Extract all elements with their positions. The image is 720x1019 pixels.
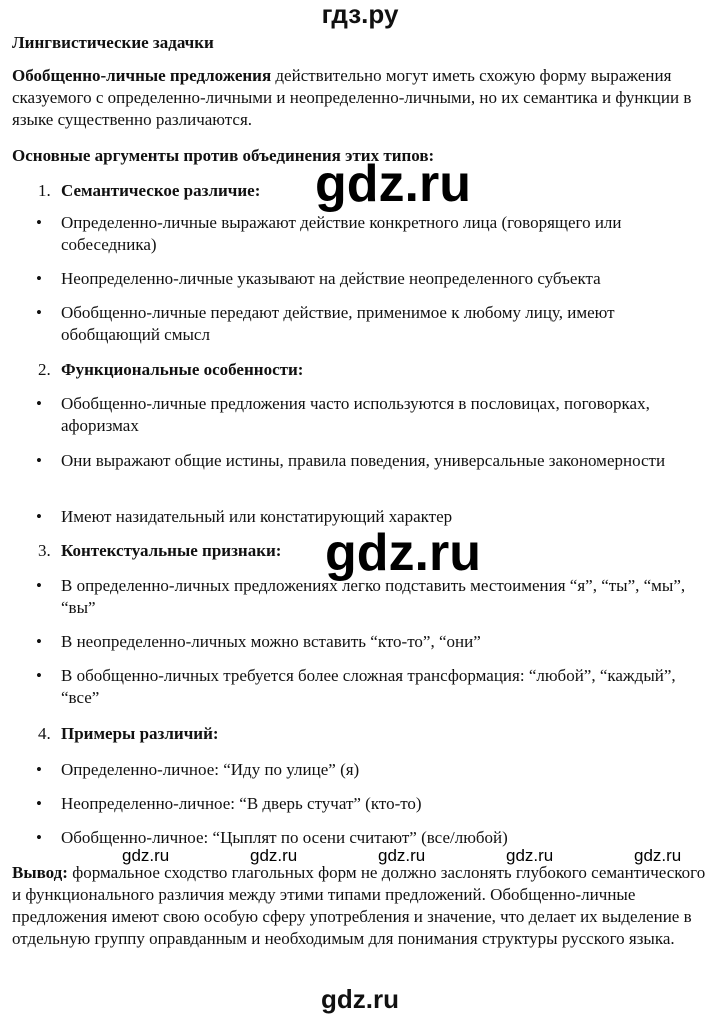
bullet-icon: • bbox=[36, 666, 42, 685]
intro-bold: Обобщенно-личные предложения bbox=[12, 66, 272, 85]
watermark-small: gdz.ru bbox=[250, 846, 298, 865]
intro-text: действительно могут иметь схожую форму выражения сказуемого с определенно-личными и неопределенно-личными, но их семантика и функции в языке существенно различаются. bbox=[12, 66, 692, 129]
bullet-icon: • bbox=[36, 303, 42, 322]
bullet-icon: • bbox=[36, 828, 42, 847]
list-item-text: Обобщенно-личные передают действие, применимое к любому лицу, имеют обобщающий смысл bbox=[61, 303, 615, 344]
list-item-text: Определенно-личные выражают действие конкретного лица (говорящего или собеседника) bbox=[61, 213, 622, 254]
conclusion-bold: Вывод: bbox=[12, 863, 68, 882]
watermark-small: gdz.ru bbox=[378, 846, 426, 865]
site-header: гдз.ру bbox=[321, 0, 399, 29]
site-footer: gdz.ru bbox=[321, 984, 399, 1014]
list-item-text: Неопределенно-личное: “В дверь стучат” (кто-то) bbox=[61, 794, 422, 813]
watermark-small: gdz.ru bbox=[122, 846, 170, 865]
list-item-text: Они выражают общие истины, правила поведения, универсальные закономерности bbox=[61, 451, 666, 470]
watermark-big: gdz.ru bbox=[325, 524, 481, 582]
intro-paragraph bbox=[12, 65, 712, 131]
section-number: 2. bbox=[38, 360, 51, 379]
list-item-text: Имеют назидательный или констатирующий характер bbox=[61, 507, 453, 526]
section-title: Функциональные особенности: bbox=[61, 360, 304, 379]
bullet-icon: • bbox=[36, 794, 42, 813]
list-item-text: Неопределенно-личные указывают на действие неопределенного субъекта bbox=[61, 269, 601, 288]
list-item-text: Обобщенно-личное: “Цыплят по осени считают” (все/любой) bbox=[61, 828, 508, 847]
bullet-icon: • bbox=[36, 451, 42, 470]
bullet-icon: • bbox=[36, 213, 42, 232]
conclusion-paragraph bbox=[12, 862, 712, 950]
bullet-icon: • bbox=[36, 269, 42, 288]
watermark-small: gdz.ru bbox=[506, 846, 554, 865]
section-title: Контекстуальные признаки: bbox=[61, 541, 282, 560]
section-number: 3. bbox=[38, 541, 51, 560]
list-item-text: Определенно-личное: “Иду по улице” (я) bbox=[61, 760, 360, 779]
watermark-big: gdz.ru bbox=[315, 155, 471, 213]
list-item-text: Обобщенно-личные предложения часто используются в пословицах, поговорках, афоризмах bbox=[61, 394, 650, 435]
section-number: 4. bbox=[38, 724, 51, 743]
list-item-text: В определенно-личных предложениях легко подставить местоимения “я”, “ты”, “мы”, “вы” bbox=[61, 576, 686, 617]
page-title: Лингвистические задачки bbox=[12, 33, 214, 52]
bullet-icon: • bbox=[36, 576, 42, 595]
bullet-icon: • bbox=[36, 760, 42, 779]
section-title: Семантическое различие: bbox=[61, 181, 261, 200]
section-number: 1. bbox=[38, 181, 51, 200]
bullet-icon: • bbox=[36, 632, 42, 651]
list-item-text: В обобщенно-личных требуется более сложная трансформация: “любой”, “каждый”, “все” bbox=[61, 666, 676, 707]
arguments-heading: Основные аргументы против объединения этих типов: bbox=[12, 146, 435, 165]
conclusion-text: формальное сходство глагольных форм не должно заслонять глубокого семантического и функционального различия между этими типами предложений. Обобщенно-личные предложения имеют свою особую сферу употребления и значение, что делает их выделение в отдельную группу оправданным и необходимым для понимания структуры русского языка. bbox=[12, 863, 706, 948]
watermark-small: gdz.ru bbox=[634, 846, 682, 865]
bullet-icon: • bbox=[36, 507, 42, 526]
section-title: Примеры различий: bbox=[61, 724, 219, 743]
list-item-text: В неопределенно-личных можно вставить “кто-то”, “они” bbox=[61, 632, 481, 651]
bullet-icon: • bbox=[36, 394, 42, 413]
